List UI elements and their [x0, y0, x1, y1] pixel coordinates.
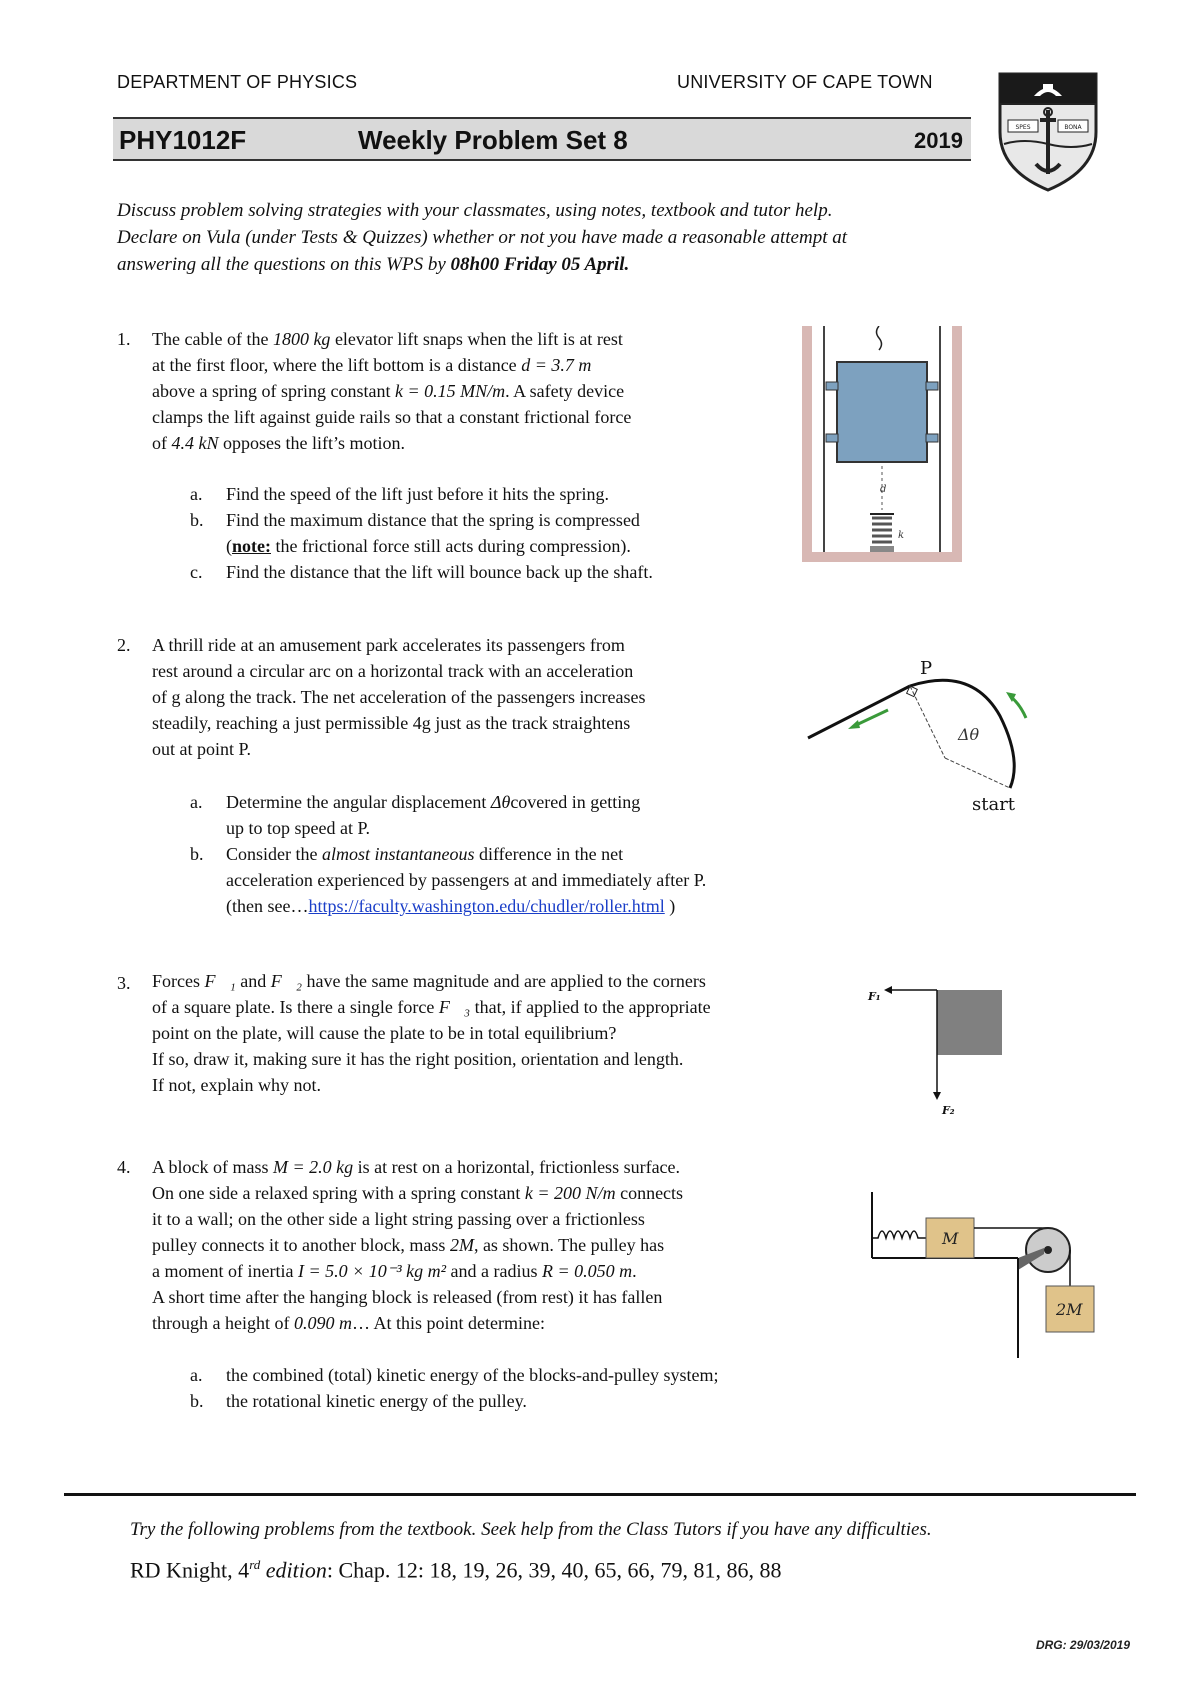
department-name: DEPARTMENT OF PHYSICS — [117, 72, 358, 92]
page-title: Weekly Problem Set 8 — [358, 125, 628, 155]
footer-instructions: Try the following problems from the textbook. Seek help from the Class Tutors if you have any difficulties. — [130, 1519, 932, 1540]
question-2a: Determine the angular displacement Δθcovered in getting up to top speed at P. — [226, 792, 641, 838]
svg-text:SPES: SPES — [1015, 124, 1031, 131]
question-number: 2. — [117, 635, 131, 655]
sub-label: a. — [190, 1365, 203, 1385]
square-plate-diagram — [862, 978, 1012, 1118]
sub-label: b. — [190, 844, 204, 864]
block-pulley-diagram — [868, 1190, 1098, 1370]
label-m: M — [942, 1229, 959, 1248]
sub-label: b. — [190, 510, 204, 530]
question-4-text: A block of mass M = 2.0 kg is at rest on a horizontal, frictionless surface. On one side a relaxed spring with a spring constant k = 200 N/m connects it to a wall; on the other side a light string passing over a frictionless pulley connects it to another block, mass 2M, as shown. The pulley has a moment of inertia I = 5.0 × 10⁻³ kg m² and a radius R = 0.050 m. A short time after the hanging block is released (from rest) it has fallen through a height of 0.090 m… At this point determine: — [152, 1157, 684, 1333]
question-1b: Find the maximum distance that the spring is compressed (note: the frictional force still acts during compression). — [226, 510, 640, 556]
title-bar — [113, 117, 971, 161]
question-2-text: A thrill ride at an amusement park accelerates its passengers from rest around a circular arc on a horizontal track with an acceleration of g along the track. The net acceleration of the passengers increases steadily, reaching a just permissible 4g just as the track straightens out at point P. — [152, 635, 646, 759]
label-start: start — [972, 794, 1016, 815]
elevator-diagram — [802, 326, 962, 566]
label-f2: F₂ — [942, 1104, 955, 1117]
sub-label: a. — [190, 484, 203, 504]
circular-track-diagram — [800, 658, 1040, 816]
university-crest-logo — [994, 66, 1102, 194]
label-f1: F₁ — [868, 990, 881, 1003]
sub-label: c. — [190, 562, 203, 582]
label-d: d — [880, 484, 887, 495]
author-date: DRG: 29/03/2019 — [1035, 1638, 1130, 1652]
course-code: PHY1012F — [119, 125, 247, 155]
intro-instructions — [117, 197, 1017, 278]
question-4a: the combined (total) kinetic energy of the blocks-and-pulley system; — [226, 1365, 719, 1385]
label-2m: 2M — [1056, 1300, 1083, 1319]
question-number: 3. — [117, 973, 131, 993]
question-1a: Find the speed of the lift just before it hits the spring. — [226, 484, 609, 504]
roller-link[interactable]: https://faculty.washington.edu/chudler/roller.html — [308, 896, 665, 916]
label-k: k — [898, 530, 905, 541]
intro-line: Declare on Vula (under Tests & Quizzes) whether or not you have made a reasonable attempt at — [117, 227, 847, 248]
university-name: UNIVERSITY OF CAPE TOWN — [677, 72, 933, 92]
deadline: 08h00 Friday 05 April. — [450, 254, 630, 275]
question-number: 1. — [117, 329, 131, 349]
sub-label: a. — [190, 792, 203, 812]
textbook-problems: RD Knight, 4rd edition: Chap. 12: 18, 19, 26, 39, 40, 65, 66, 79, 81, 86, 88 — [130, 1557, 782, 1583]
question-4b: the rotational kinetic energy of the pulley. — [226, 1391, 527, 1411]
question-3-text: Forces F⃗₁ and F⃗₂ have the same magnitude and are applied to the corners of a square plate. Is there a single force F⃗₃ that, if applied to the appropriate point on the plate, will cause the plate to be in total equilibrium? If so, draw it, making sure it has the right position, orientation and length. If not, explain why not. — [152, 971, 711, 1095]
intro-line: Discuss problem solving strategies with your classmates, using notes, textbook and tutor help. — [117, 200, 833, 221]
label-delta-theta: Δθ — [958, 725, 980, 744]
intro-line: answering all the questions on this WPS by 08h00 Friday 05 April. — [117, 254, 630, 275]
question-1c: Find the distance that the lift will bounce back up the shaft. — [226, 562, 653, 582]
divider — [64, 1493, 1136, 1496]
question-2b: Consider the almost instantaneous difference in the net acceleration experienced by passengers at and immediately after P. (then see…https://faculty.washington.edu/chudler/roller.html ) — [226, 844, 707, 916]
svg-text:BONA: BONA — [1064, 124, 1082, 131]
question-number: 4. — [117, 1157, 131, 1177]
question-1-text: The cable of the 1800 kg elevator lift snaps when the lift is at rest at the first floor, where the lift bottom is a distance d = 3.7 m above a spring of spring constant k = 0.15 MN/m. A safety device clamps the lift against guide rails so that a constant frictional force of 4.4 kN opposes the lift’s motion. — [152, 329, 632, 453]
year: 2019 — [914, 128, 963, 153]
sub-label: b. — [190, 1391, 204, 1411]
label-p: P — [920, 658, 933, 679]
